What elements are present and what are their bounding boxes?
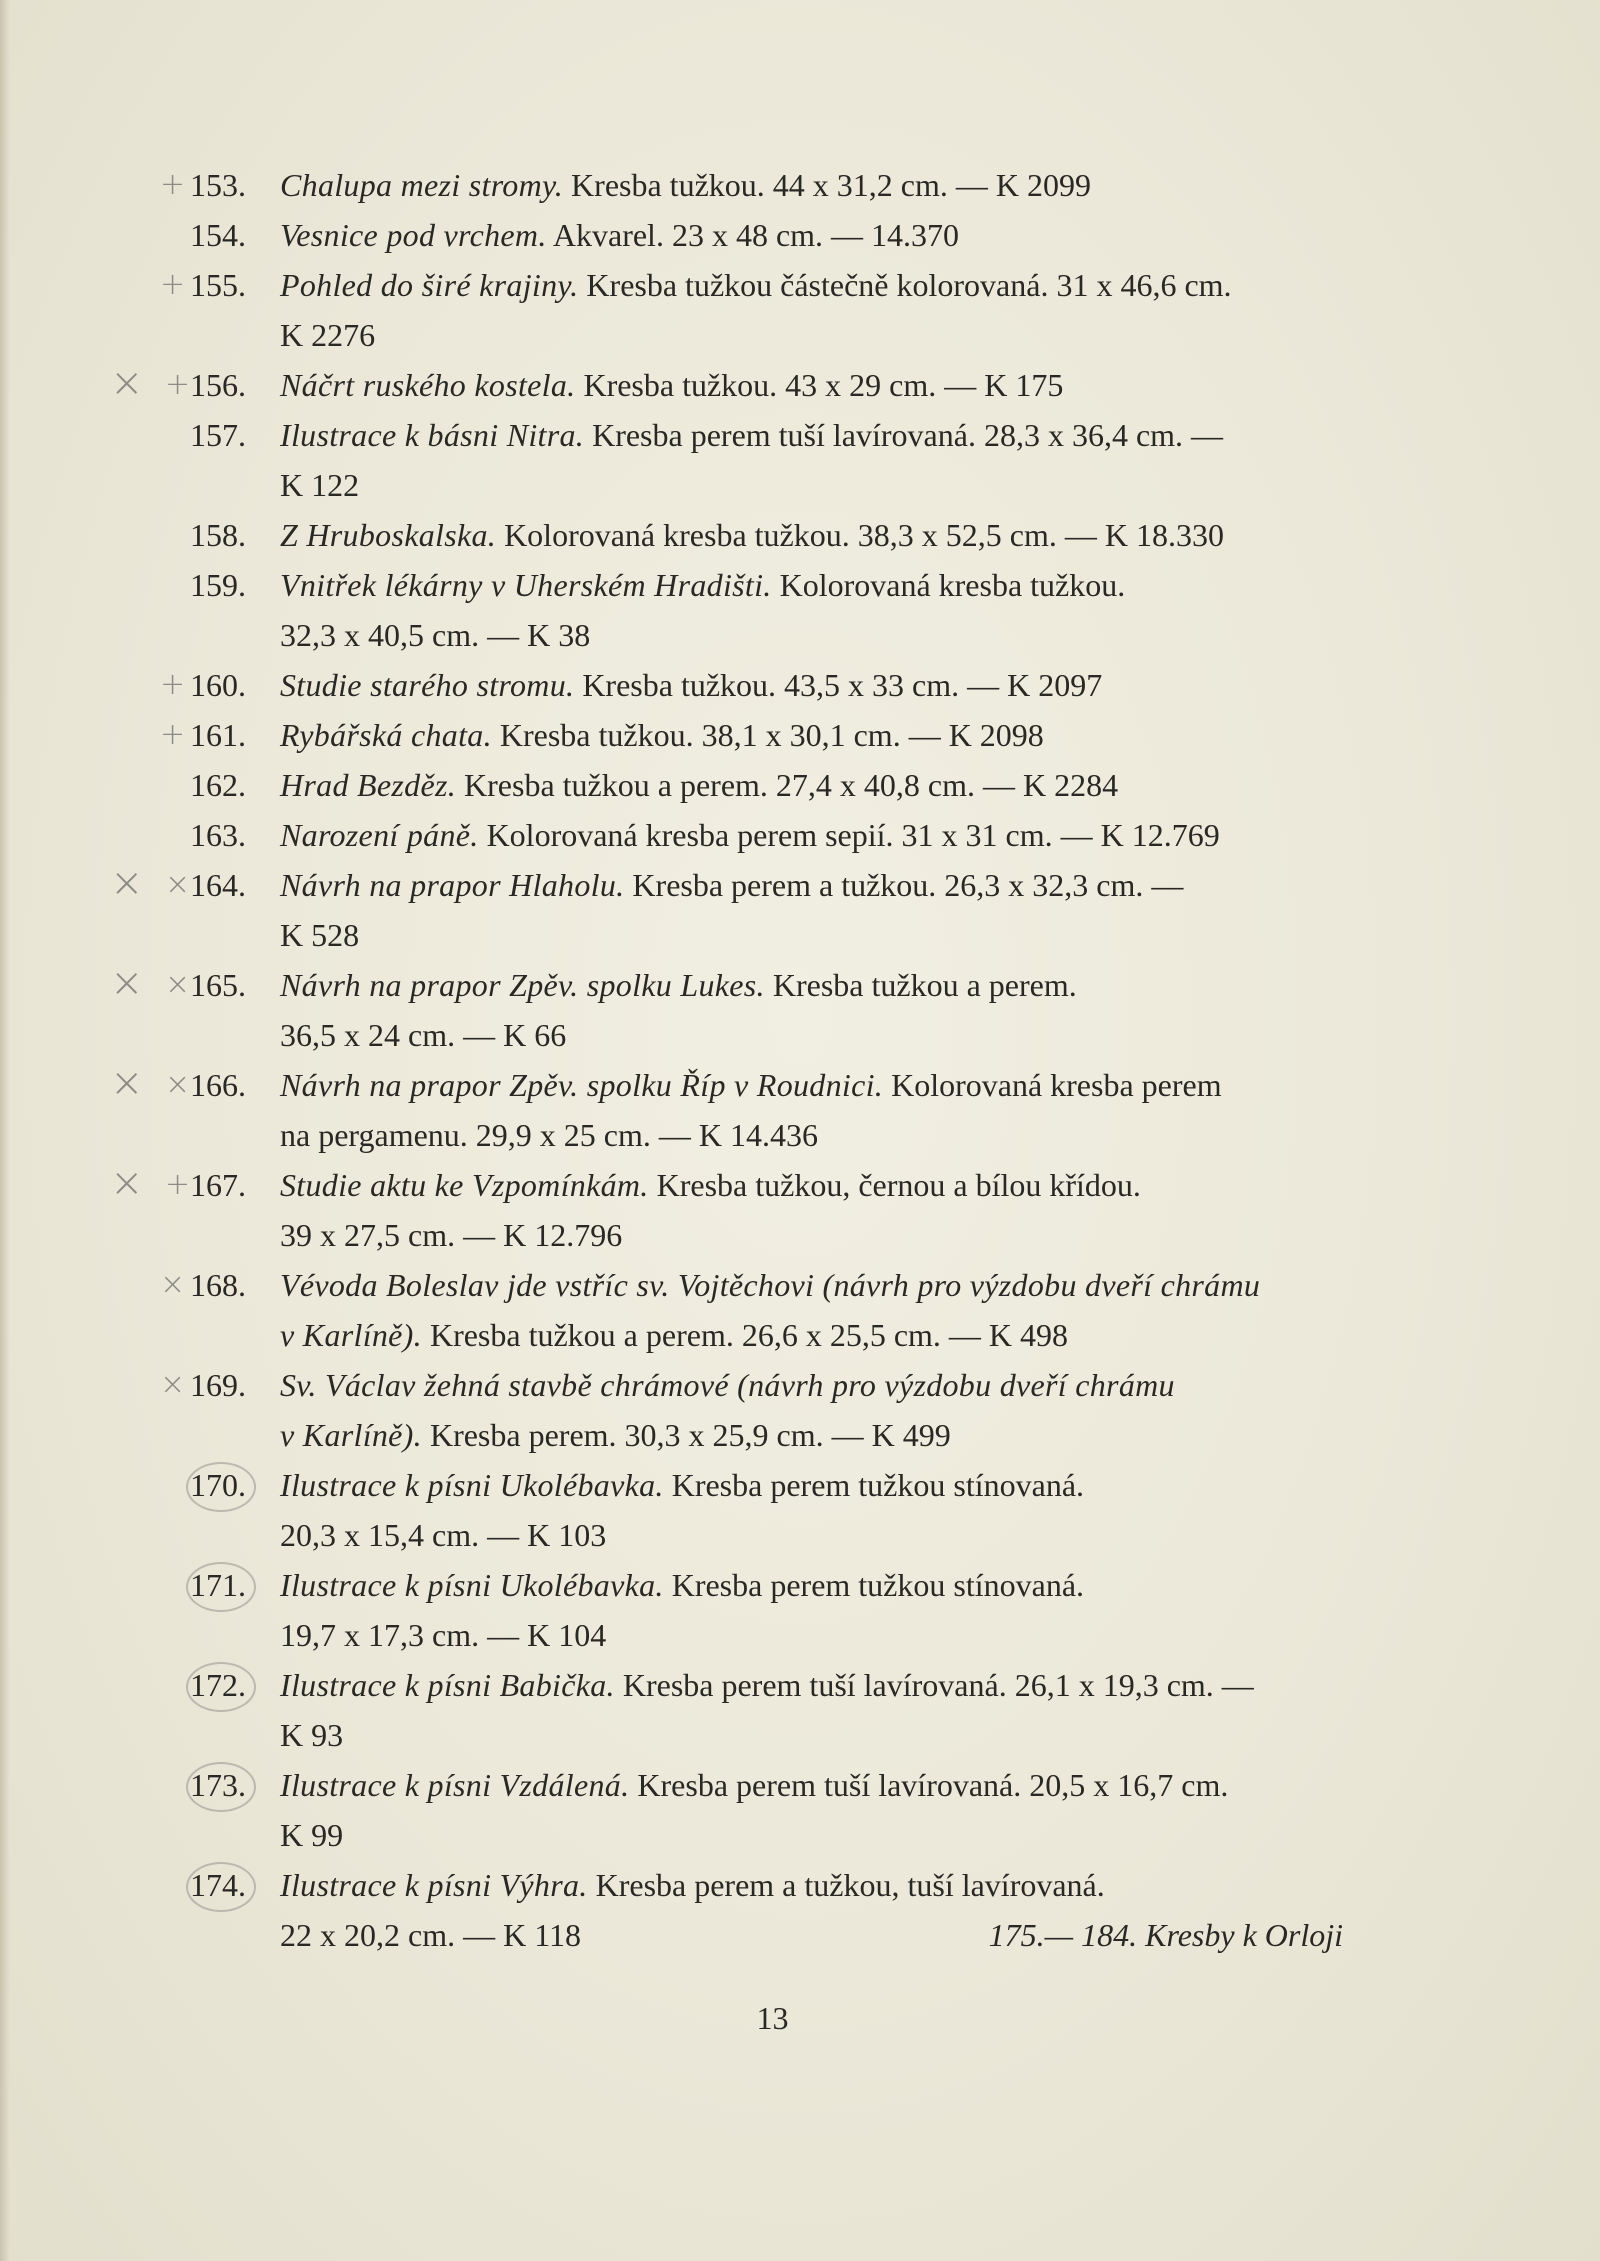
entry-first-line — [280, 360, 1340, 410]
entry-first-line — [280, 1260, 1340, 1310]
pencil-plus-icon: + — [165, 367, 191, 402]
entry-reference: na pergamenu. 29,9 x 25 cm. — K 14.436 — [280, 1117, 818, 1153]
entry-reference: 36,5 x 24 cm. — K 66 — [280, 1017, 567, 1053]
catalog-entry-continuation — [0, 310, 1600, 360]
entry-first-line — [280, 660, 1340, 710]
pencil-cross-icon: × — [110, 960, 144, 1006]
pencil-cross-icon: × — [165, 1067, 191, 1102]
pencil-plus-icon: + — [160, 717, 186, 752]
entry-description: Kolorovaná kresba tužkou. — [779, 567, 1126, 603]
entry-description: Akvarel. 23 x 48 cm. — 14.370 — [552, 217, 960, 253]
catalog-entry-continuation — [0, 1710, 1600, 1760]
entry-title: Z Hruboskalska. — [280, 517, 497, 553]
entry-title: Návrh na prapor Zpěv. spolku Lukes. — [280, 967, 765, 1003]
entry-reference: 32,3 x 40,5 cm. — K 38 — [280, 617, 591, 653]
entry-continuation-line — [280, 460, 1340, 510]
entry-reference: K 99 — [280, 1817, 344, 1853]
entry-first-line — [280, 160, 1340, 210]
catalog-entry — [0, 1460, 1600, 1510]
pencil-plus-icon: + — [165, 1167, 191, 1202]
catalog-entry — [0, 1660, 1600, 1710]
catalog-entry-continuation — [0, 1610, 1600, 1660]
catalog-entry-continuation — [0, 610, 1600, 660]
catalog-entry — [0, 710, 1600, 760]
entry-number: 168. — [190, 1267, 246, 1303]
entry-description: Kresba tužkou a perem. — [772, 967, 1077, 1003]
entry-first-line — [280, 260, 1340, 310]
catalog-entry — [0, 1760, 1600, 1810]
entry-description: Kresba tužkou. 43 x 29 cm. — K 175 — [583, 367, 1064, 403]
entry-number: 160. — [190, 667, 246, 703]
entry-first-line — [280, 710, 1340, 760]
catalog-entry — [0, 960, 1600, 1010]
entry-number: 159. — [190, 567, 246, 603]
entry-continuation-line — [280, 1610, 1340, 1660]
entry-description: Kresba tužkou. 44 x 31,2 cm. — K 2099 — [571, 167, 1091, 203]
entry-title: Sv. Václav žehná stavbě chrámové (návrh pro výzdobu dveří chrámu — [280, 1367, 1175, 1403]
entry-first-line — [280, 1860, 1340, 1910]
pencil-marks — [0, 510, 200, 560]
catalog-entry — [0, 360, 1600, 410]
catalog-entry — [0, 210, 1600, 260]
entry-continuation-line — [280, 610, 1340, 660]
entry-description: Kresba perem tužkou stínovaná. — [671, 1467, 1085, 1503]
entry-reference: 20,3 x 15,4 cm. — K 103 — [280, 1517, 607, 1553]
entry-title: Chalupa mezi stromy. — [280, 167, 564, 203]
entry-title: Studie aktu ke Vzpomínkám. — [280, 1167, 649, 1203]
entry-description: Kresba perem tuší lavírovaná. 20,5 x 16,7 cm. — [637, 1767, 1229, 1803]
entry-description: Kresba tužkou. 38,1 x 30,1 cm. — K 2098 — [499, 717, 1044, 753]
pencil-marks — [0, 410, 200, 460]
catalog-entry — [0, 510, 1600, 560]
entry-number: 167. — [190, 1167, 246, 1203]
entry-number: 162. — [190, 767, 246, 803]
entry-description: Kresba perem tuší lavírovaná. 28,3 x 36,4 cm. — — [592, 417, 1224, 453]
pencil-marks — [0, 1760, 200, 1810]
entry-continuation-line — [280, 1710, 1340, 1760]
entry-description: Kresba tužkou částečně kolorovaná. 31 x 46,6 cm. — [586, 267, 1232, 303]
catalog-entry-continuation — [0, 1010, 1600, 1060]
entry-first-line — [280, 1560, 1340, 1610]
pencil-plus-icon: + — [160, 167, 186, 202]
entry-reference: 19,7 x 17,3 cm. — K 104 — [280, 1617, 607, 1653]
pencil-marks — [0, 1660, 200, 1710]
catalog-entry-continuation — [0, 1810, 1600, 1860]
entry-first-line — [280, 410, 1340, 460]
pencil-cross-icon: × — [110, 1060, 144, 1106]
entry-title: Náčrt ruského kostela. — [280, 367, 576, 403]
entry-title: Vnitřek lékárny v Uherském Hradišti. — [280, 567, 772, 603]
catalog-entry-continuation — [0, 460, 1600, 510]
entry-first-line — [280, 1760, 1340, 1810]
entry-continuation-line — [280, 1810, 1340, 1860]
entry-number: 166. — [190, 1067, 246, 1103]
entry-description: Kresba perem tuší lavírovaná. 26,1 x 19,3 cm. — — [622, 1667, 1254, 1703]
catalog-entry — [0, 1060, 1600, 1110]
entry-first-line — [280, 560, 1340, 610]
entry-description: Kresba tužkou. 43,5 x 33 cm. — K 2097 — [582, 667, 1103, 703]
entry-title: Ilustrace k písni Ukolébavka. — [280, 1467, 664, 1503]
entry-number: 165. — [190, 967, 246, 1003]
entry-number: 171. — [190, 1560, 270, 1610]
entry-title: Vesnice pod vrchem. — [280, 217, 547, 253]
entry-description: Kolorovaná kresba perem — [891, 1067, 1222, 1103]
catalog-entry-continuation — [0, 1910, 1600, 1960]
pencil-marks — [0, 760, 200, 810]
entry-first-line — [280, 1460, 1340, 1510]
pencil-marks — [0, 960, 200, 1010]
pencil-marks — [0, 1460, 200, 1510]
entry-list — [0, 160, 1600, 1960]
entry-description: Kresba perem tužkou stínovaná. — [671, 1567, 1085, 1603]
entry-title: Ilustrace k písni Výhra. — [280, 1867, 588, 1903]
entry-title: Hrad Bezděz. — [280, 767, 457, 803]
pencil-marks — [0, 710, 200, 760]
entry-number: 157. — [190, 417, 246, 453]
entry-number: 164. — [190, 867, 246, 903]
pencil-marks — [0, 160, 200, 210]
entry-title: Vévoda Boleslav jde vstříc sv. Vojtěchovi (návrh pro výzdobu dveří chrámu — [280, 1267, 1261, 1303]
pencil-plus-icon: + — [160, 667, 186, 702]
pencil-cross-icon: × — [160, 1367, 186, 1402]
entry-title: Ilustrace k písni Vzdálená. — [280, 1767, 630, 1803]
pencil-cross-icon: × — [165, 967, 191, 1002]
entry-title: Ilustrace k písni Ukolébavka. — [280, 1567, 664, 1603]
entry-first-line — [280, 1060, 1340, 1110]
pencil-plus-icon: + — [160, 267, 186, 302]
catalog-entry-continuation — [0, 910, 1600, 960]
entry-description: Kresba tužkou, černou a bílou křídou. — [656, 1167, 1141, 1203]
pencil-marks — [0, 1160, 200, 1210]
entry-first-line — [280, 510, 1340, 560]
catalog-entry-continuation — [0, 1310, 1600, 1360]
entry-first-line — [280, 810, 1340, 860]
entry-reference: 22 x 20,2 cm. — K 118 — [280, 1917, 582, 1953]
entry-first-line — [280, 760, 1340, 810]
pencil-marks — [0, 1560, 200, 1610]
entry-title: Návrh na prapor Hlaholu. — [280, 867, 625, 903]
catalog-entry — [0, 660, 1600, 710]
entry-title: Návrh na prapor Zpěv. spolku Říp v Roudnici. — [280, 1067, 884, 1103]
pencil-marks — [0, 660, 200, 710]
catalog-entry-continuation — [0, 1210, 1600, 1260]
entry-title: Narození páně. — [280, 817, 479, 853]
catalog-entry — [0, 1560, 1600, 1610]
entry-continuation-line — [280, 1010, 1340, 1060]
entry-reference: K 93 — [280, 1717, 344, 1753]
entry-first-line — [280, 1660, 1340, 1710]
catalog-entry-continuation — [0, 1110, 1600, 1160]
entry-number: 170. — [190, 1460, 270, 1510]
entry-number: 172. — [190, 1660, 270, 1710]
pencil-marks — [0, 810, 200, 860]
pencil-marks — [0, 210, 200, 260]
catalog-entry — [0, 760, 1600, 810]
entry-title: Pohled do širé krajiny. — [280, 267, 579, 303]
catalog-entry-continuation — [0, 1510, 1600, 1560]
entry-first-line — [280, 1160, 1340, 1210]
entry-continuation-line — [280, 1310, 1340, 1360]
entry-number: 161. — [190, 717, 246, 753]
pencil-marks — [0, 1360, 200, 1410]
entry-number: 155. — [190, 267, 246, 303]
pencil-marks — [0, 860, 200, 910]
pencil-marks — [0, 1860, 200, 1910]
catalog-entry — [0, 1360, 1600, 1410]
entry-reference: K 122 — [280, 467, 360, 503]
catalog-entry — [0, 860, 1600, 910]
entry-title-continuation: v Karlíně). — [280, 1417, 422, 1453]
pencil-marks — [0, 1260, 200, 1310]
entry-continuation-line — [280, 1210, 1340, 1260]
entry-number: 153. — [190, 167, 246, 203]
continued-note: 175.— 184. Kresby k Orloji — [988, 1917, 1343, 1953]
pencil-cross-icon: × — [110, 1160, 144, 1206]
entry-reference: Kresba tužkou a perem. 26,6 x 25,5 cm. — K 498 — [429, 1317, 1069, 1353]
entry-reference: 39 x 27,5 cm. — K 12.796 — [280, 1217, 623, 1253]
catalog-entry — [0, 1160, 1600, 1210]
entry-description: Kresba tužkou a perem. 27,4 x 40,8 cm. — K 2284 — [464, 767, 1119, 803]
entry-number: 154. — [190, 217, 246, 253]
entry-continuation-line — [280, 310, 1340, 360]
pencil-cross-icon: × — [160, 1267, 186, 1302]
entry-first-line — [280, 1360, 1340, 1410]
entry-description: Kolorovaná kresba perem sepií. 31 x 31 cm. — K 12.769 — [486, 817, 1220, 853]
entry-number: 174. — [190, 1860, 270, 1910]
entry-number: 173. — [190, 1760, 270, 1810]
entry-title: Ilustrace k básni Nitra. — [280, 417, 585, 453]
entry-first-line — [280, 210, 1340, 260]
entry-description: Kresba perem a tužkou, tuší lavírovaná. — [595, 1867, 1105, 1903]
entry-description: Kolorovaná kresba tužkou. 38,3 x 52,5 cm. — K 18.330 — [504, 517, 1224, 553]
entry-continuation-line — [280, 1410, 1340, 1460]
entry-number: 169. — [190, 1367, 246, 1403]
page-number: 13 — [756, 2000, 789, 2036]
catalog-entry — [0, 1860, 1600, 1910]
entry-reference: K 528 — [280, 917, 360, 953]
entry-reference: K 2276 — [280, 317, 376, 353]
catalog-entry — [0, 810, 1600, 860]
entry-first-line — [280, 960, 1340, 1010]
entry-title: Rybářská chata. — [280, 717, 492, 753]
pencil-cross-icon: × — [110, 360, 144, 406]
entry-continuation-line — [280, 1510, 1340, 1560]
pencil-cross-icon: × — [165, 867, 191, 902]
entry-first-line — [280, 860, 1340, 910]
entry-number: 156. — [190, 367, 246, 403]
pencil-marks — [0, 360, 200, 410]
catalog-entry — [0, 1260, 1600, 1310]
catalog-entry — [0, 160, 1600, 210]
catalog-entry-continuation — [0, 1410, 1600, 1460]
entry-title: Ilustrace k písni Babička. — [280, 1667, 615, 1703]
entry-title-continuation: v Karlíně). — [280, 1317, 422, 1353]
catalog-entry — [0, 560, 1600, 610]
entry-title: Studie starého stromu. — [280, 667, 575, 703]
pencil-marks — [0, 1060, 200, 1110]
entry-number: 158. — [190, 517, 246, 553]
entry-reference: Kresba perem. 30,3 x 25,9 cm. — K 499 — [429, 1417, 951, 1453]
pencil-marks — [0, 260, 200, 310]
entry-continuation-line — [280, 1110, 1340, 1160]
entry-number: 163. — [190, 817, 246, 853]
catalog-entry — [0, 260, 1600, 310]
catalog-entry — [0, 410, 1600, 460]
pencil-marks — [0, 560, 200, 610]
entry-description: Kresba perem a tužkou. 26,3 x 32,3 cm. — — [632, 867, 1184, 903]
entry-continuation-line — [280, 910, 1340, 960]
pencil-cross-icon: × — [110, 860, 144, 906]
